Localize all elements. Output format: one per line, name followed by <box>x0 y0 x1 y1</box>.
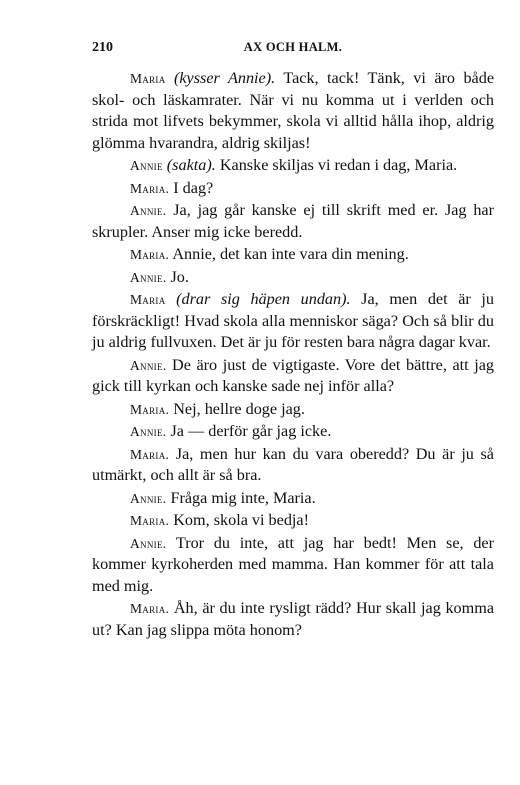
page-number: 210 <box>92 40 113 55</box>
speaker-name: Maria. <box>130 247 170 262</box>
dialogue-text: I dag? <box>173 178 214 197</box>
dialogue-text: Tack, tack! Tänk, vi äro både skol- och läskamrater. När vi nu komma ut i verlden och strida mot lifvets bekymmer, skola vi alltid hålla ihop, aldrig glömma hvarandra, aldrig skiljas! <box>92 69 495 152</box>
dialogue-paragraph <box>92 533 494 598</box>
running-title: AX OCH HALM. <box>243 40 343 54</box>
speaker-name: Maria. <box>130 401 170 417</box>
speaker-name: Maria. <box>130 180 170 196</box>
dialogue-paragraph <box>92 510 494 532</box>
speaker-name: Maria. <box>130 513 170 528</box>
speaker-name: Maria <box>130 71 166 86</box>
dialogue-text: Tror du inte, att jag har bedt! Men se, der kommer kyrkoherden med mamma. Han kommer för att tala med mig. <box>92 533 494 595</box>
speaker-name: Annie. <box>130 490 167 506</box>
speaker-name: Annie. <box>130 535 167 551</box>
dialogue-text: Nej, hellre doge jag. <box>173 399 305 418</box>
dialogue-paragraph <box>92 244 494 266</box>
speaker-name: Annie. <box>130 203 167 218</box>
speaker-name: Annie. <box>130 357 167 373</box>
dialogue-text: De äro just de vigtigaste. Vore det bättre, att jag gick till kyrkan och kanske sade nej inför alla? <box>92 355 494 395</box>
page-header <box>92 40 494 58</box>
dialogue-text: Kom, skola vi bedja! <box>173 511 310 529</box>
speaker-name: Maria <box>130 292 166 307</box>
dialogue-body <box>92 68 494 642</box>
dialogue-paragraph <box>92 289 494 354</box>
speaker-name: Maria. <box>130 601 170 616</box>
dialogue-paragraph <box>92 200 494 243</box>
dialogue-paragraph <box>92 355 494 398</box>
dialogue-text: Kanske skiljas vi redan i dag, Maria. <box>219 156 458 174</box>
dialogue-text: Fråga mig inte, Maria. <box>170 488 316 507</box>
stage-direction: (kysser Annie). <box>173 69 276 87</box>
speaker-name: Annie <box>130 158 163 173</box>
dialogue-paragraph <box>92 598 494 641</box>
dialogue-text: Åh, är du inte rysligt rädd? Hur skall jag komma ut? Kan jag slippa möta honom? <box>92 599 494 639</box>
dialogue-text: Annie, det kan inte vara din mening. <box>172 245 409 263</box>
speaker-name: Annie. <box>130 269 167 285</box>
dialogue-paragraph <box>92 421 494 443</box>
dialogue-paragraph <box>92 178 494 200</box>
dialogue-paragraph <box>92 155 494 177</box>
dialogue-text: Ja — derför går jag icke. <box>170 422 332 440</box>
dialogue-paragraph <box>92 399 494 421</box>
dialogue-paragraph <box>92 488 494 510</box>
dialogue-paragraph <box>92 68 494 154</box>
stage-direction: (drar sig häpen undan). <box>176 290 351 308</box>
dialogue-text: Ja, men det är ju förskräckligt! Hvad skola alla menniskor säga? Och så blir du ju aldrig fullvuxen. Det är ju för resten bara några dagar kvar. <box>92 290 495 351</box>
dialogue-text: Ja, jag går kanske ej till skrift med er. Jag har skrupler. Anser mig icke beredd. <box>92 201 495 241</box>
dialogue-text: Jo. <box>170 267 189 286</box>
dialogue-text: Ja, men hur kan du vara oberedd? Du är ju så utmärkt, och allt är så bra. <box>92 444 494 484</box>
dialogue-paragraph <box>92 444 494 487</box>
stage-direction: (sakta). <box>166 156 216 174</box>
speaker-name: Annie. <box>130 424 167 439</box>
dialogue-paragraph <box>92 267 494 289</box>
speaker-name: Maria. <box>130 446 170 462</box>
